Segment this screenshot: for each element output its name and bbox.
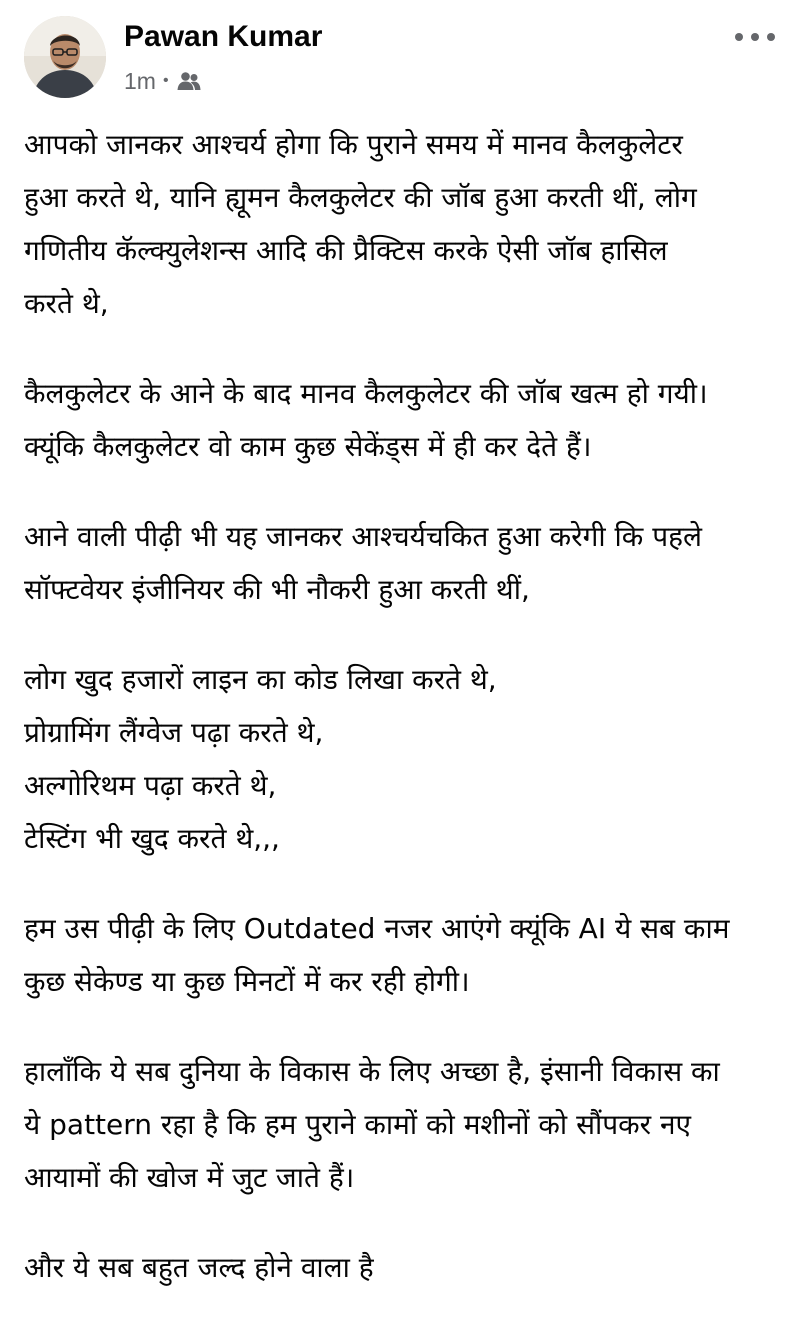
post-paragraph <box>24 902 784 1008</box>
post-line: हुआ करते थे, यानि ह्यूमन कैलकुलेटर की जॉब हुआ करती थीं, लोग <box>24 181 697 214</box>
post-line: आयामों की खोज में जुट जाते हैं। <box>24 1161 355 1194</box>
author-name[interactable]: Pawan Kumar <box>124 20 323 53</box>
post-paragraph <box>24 118 784 330</box>
post-line: सॉफ्टवेयर इंजीनियर की भी नौकरी हुआ करती थीं, <box>24 573 530 606</box>
post-line: गणितीय कॅल्क्युलेशन्स आदि की प्रैक्टिस करके ऐसी जॉब हासिल <box>24 234 668 267</box>
post-line: और ये सब बहुत जल्द होने वाला है <box>24 1251 374 1284</box>
post-line: हम उस पीढ़ी के लिए Outdated नजर आएंगे क्यूंकि AI ये सब काम <box>24 912 730 945</box>
friends-icon[interactable] <box>177 71 201 91</box>
post-line: आपको जानकर आश्चर्य होगा कि पुराने समय में मानव कैलकुलेटर <box>24 128 683 161</box>
post-line: टेस्टिंग भी खुद करते थे,,, <box>24 822 280 855</box>
post-line: हालाँकि ये सब दुनिया के विकास के लिए अच्छा है, इंसानी विकास का <box>24 1055 720 1088</box>
post-line: कुछ सेकेण्ड या कुछ मिनटों में कर रही होगी। <box>24 965 470 998</box>
post-meta <box>124 66 201 96</box>
post-text <box>24 118 784 1331</box>
post-paragraph <box>24 510 784 616</box>
more-horizontal-icon[interactable] <box>735 24 775 50</box>
more-dot <box>751 33 759 41</box>
avatar[interactable] <box>24 16 106 98</box>
post-time[interactable]: 1m <box>124 67 156 94</box>
post-line: करते थे, <box>24 287 109 320</box>
post-line: आने वाली पीढ़ी भी यह जानकर आश्चर्यचकित हुआ करेगी कि पहले <box>24 520 702 553</box>
post-paragraph <box>24 1241 784 1294</box>
separator-dot: • <box>162 72 169 89</box>
post-paragraph <box>24 653 784 865</box>
post-line: लोग खुद हजारों लाइन का कोड लिखा करते थे, <box>24 663 497 696</box>
post-line: अल्गोरिथम पढ़ा करते थे, <box>24 769 277 802</box>
more-dot <box>767 33 775 41</box>
more-dot <box>735 33 743 41</box>
post-line: क्यूंकि कैलकुलेटर वो काम कुछ सेकेंड्स में ही कर देते हैं। <box>24 430 592 463</box>
post-line: प्रोग्रामिंग लैंग्वेज पढ़ा करते थे, <box>24 716 324 749</box>
post-line: ये pattern रहा है कि हम पुराने कामों को मशीनों को सौंपकर नए <box>24 1108 692 1141</box>
avatar-image <box>24 16 106 98</box>
post-paragraph <box>24 1045 784 1204</box>
post-header <box>24 16 779 102</box>
post-paragraph <box>24 367 784 473</box>
post-line: कैलकुलेटर के आने के बाद मानव कैलकुलेटर की जॉब खत्म हो गयी। <box>24 377 708 410</box>
